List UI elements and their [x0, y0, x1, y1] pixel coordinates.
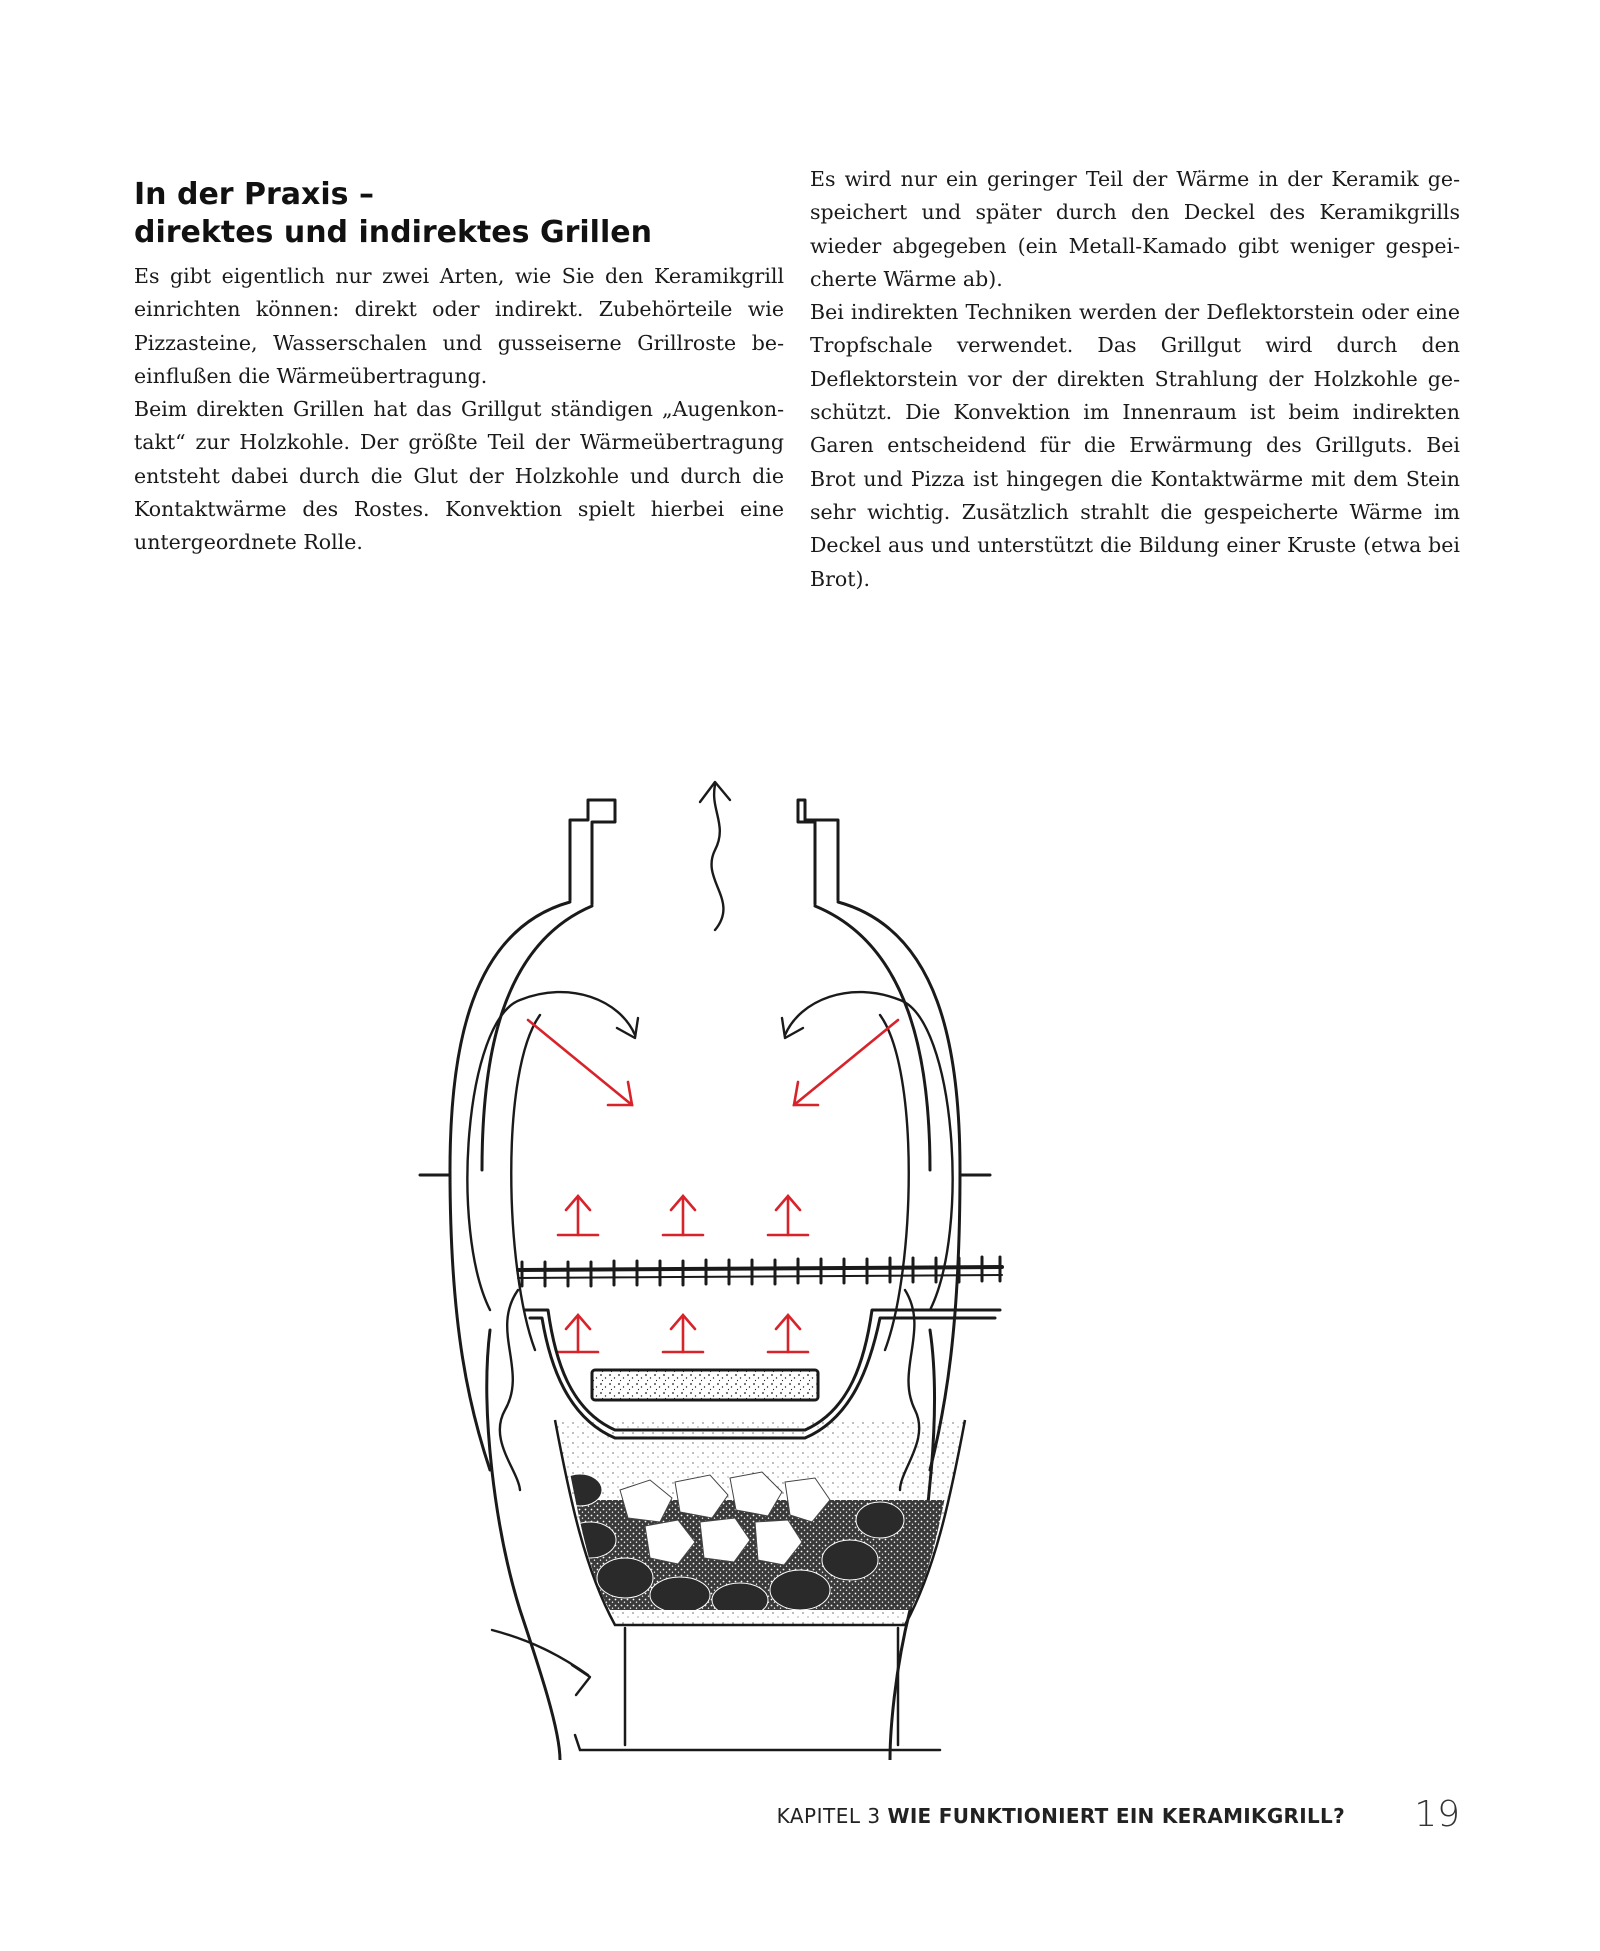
radiant-heat-arrows: [528, 1020, 898, 1105]
paragraph: Bei indirekten Techniken werden der Deflektorstein oder eine Tropfschale verwendet. Das Grillgut wird durch den Deflektorstein vor der direkten Strahlung der Holzkohle geschützt. Die Konvektion im Innenraum ist beim indirekten Garen entscheidend für die Erwärmung des Grillguts. Bei Brot und Pizza ist hingegen die Kontaktwärme mit dem Stein sehr wichtig. Zusätzlich strahlt die gespeicherte Wärme im Deckel aus und unterstützt die Bildung einer Kruste (etwa bei Brot).: [810, 300, 1460, 591]
paragraph: Es gibt eigentlich nur zwei Arten, wie Sie den Keramikgrill einrichten können: direkt oder indirekt. Zubehörteile wie Pizzasteine, Wasserschalen und gusseiserne Grillroste beeinflußen die Wärmeübertragung.: [134, 264, 784, 388]
page-footer: [760, 1794, 1460, 1838]
chapter-running-head: [777, 1804, 1345, 1828]
firebox: [550, 1420, 970, 1630]
section-heading-line-1: In der Praxis –: [134, 177, 374, 212]
right-text-column: [810, 163, 1460, 596]
paragraph: Es wird nur ein geringer Teil der Wärme in der Keramik gespeichert und später durch den Deckel des Keramikgrills wieder abgegeben (ein Metall-Kamado gibt weniger gespeicherte Wärme ab).: [810, 167, 1460, 291]
deflector-stone: [592, 1370, 818, 1400]
chapter-number: KAPITEL 3: [776, 1804, 888, 1828]
ash-chamber: [575, 1628, 940, 1750]
page-number: 19: [1414, 1794, 1460, 1835]
section-heading: [134, 176, 784, 252]
paragraph: Beim direkten Grillen hat das Grillgut ständigen „Augenkontakt“ zur Holzkohle. Der größte Teil der Wärmeübertragung entsteht dabei durch die Glut der Holzkohle und durch die Kontaktwärme des Rostes. Konvektion spielt hierbei eine untergeordnete Rolle.: [134, 397, 784, 555]
chapter-title: WIE FUNKTIONIERT EIN KERAMIKGRILL?: [887, 1804, 1345, 1828]
kamado-cross-section-illustration: [410, 770, 1110, 1760]
cooking-grate: [518, 1257, 1002, 1286]
section-heading-line-2: direktes und indirektes Grillen: [134, 215, 652, 250]
left-text-column: [134, 260, 784, 560]
